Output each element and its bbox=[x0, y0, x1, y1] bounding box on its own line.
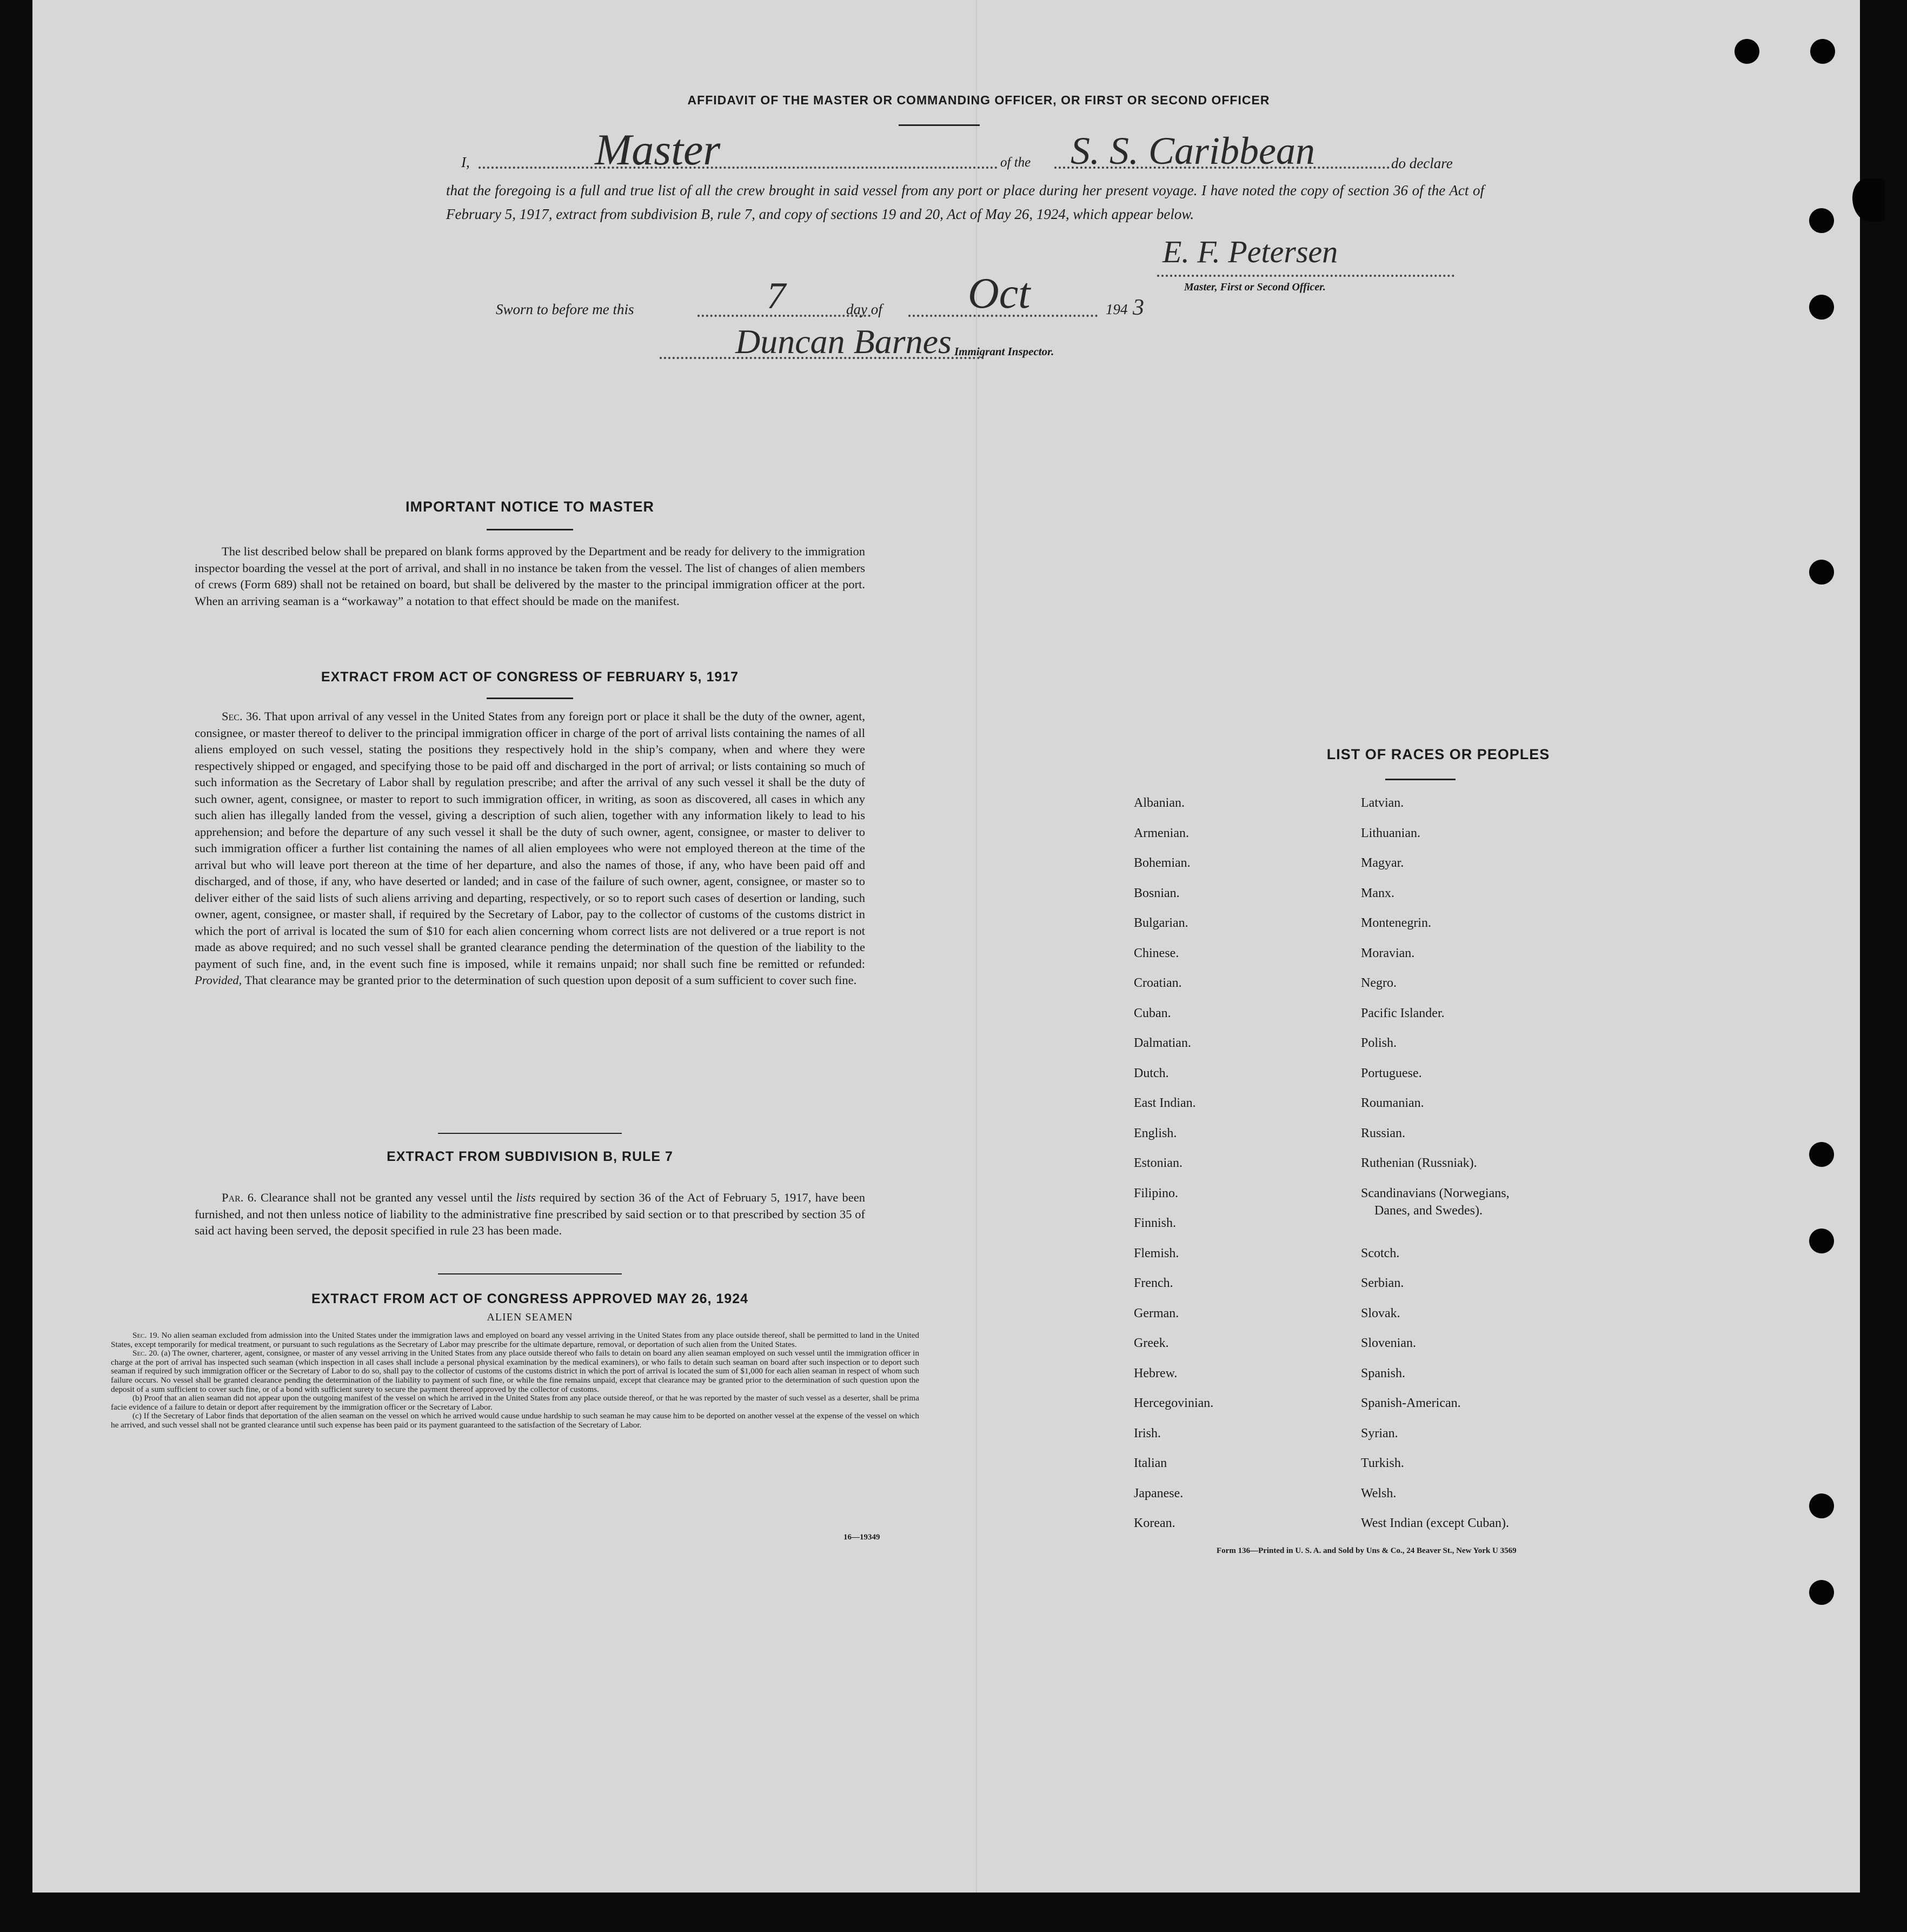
race-item: German. bbox=[1134, 1306, 1179, 1320]
race-item: Roumanian. bbox=[1361, 1096, 1424, 1110]
race-item: Pacific Islander. bbox=[1361, 1006, 1445, 1020]
race-item: Hebrew. bbox=[1134, 1366, 1178, 1380]
race-item: Scandinavians (Norwegians, bbox=[1361, 1186, 1510, 1200]
of-the-label: of the bbox=[1000, 155, 1031, 170]
race-item: Syrian. bbox=[1361, 1426, 1398, 1440]
race-item: Dutch. bbox=[1134, 1066, 1169, 1080]
signature-label: Master, First or Second Officer. bbox=[1184, 281, 1326, 293]
race-item: Bulgarian. bbox=[1134, 916, 1188, 930]
race-item: Albanian. bbox=[1134, 796, 1185, 810]
race-item: Bohemian. bbox=[1134, 856, 1191, 870]
race-item: Filipino. bbox=[1134, 1186, 1179, 1200]
race-item: Japanese. bbox=[1134, 1486, 1184, 1501]
sworn-month-handwritten: Oct bbox=[968, 270, 1031, 317]
binder-hole bbox=[1809, 295, 1834, 320]
race-item: East Indian. bbox=[1134, 1096, 1196, 1110]
rule7-body: Par. 6. Clearance shall not be granted any vessel until the lists required by section 36 of the Act of February 5, 1917, have been furnished, and not then unless notice of liability to the administrative fine prescribed by said section or to that prescribed by section 35 of said act having been served, the deposit specified in rule 23 has been made. bbox=[195, 1191, 866, 1237]
notice-divider bbox=[487, 529, 573, 530]
race-item: English. bbox=[1134, 1126, 1177, 1140]
race-item: French. bbox=[1134, 1276, 1173, 1290]
races-divider bbox=[1385, 779, 1456, 780]
binder-hole bbox=[1809, 560, 1834, 585]
alien-seamen-subtitle: ALIEN SEAMEN bbox=[487, 1311, 573, 1323]
document-sheet bbox=[32, 0, 1860, 1893]
extract-1924-title: EXTRACT FROM ACT OF CONGRESS APPROVED MAY 26, 1924 bbox=[311, 1291, 749, 1306]
race-item: Spanish-American. bbox=[1361, 1396, 1461, 1410]
inspector-signature-handwritten: Duncan Barnes bbox=[735, 322, 952, 361]
race-item: Spanish. bbox=[1361, 1366, 1406, 1380]
races-left-column bbox=[1134, 795, 1339, 1545]
signature-line bbox=[1157, 275, 1454, 277]
race-item: Irish. bbox=[1134, 1426, 1161, 1440]
affidavit-prefix: I, bbox=[461, 154, 470, 170]
race-item: Portuguese. bbox=[1361, 1066, 1422, 1080]
races-right-column bbox=[1361, 795, 1642, 1545]
race-item: Bosnian. bbox=[1134, 886, 1180, 900]
binder-hole bbox=[1809, 1142, 1834, 1167]
binder-hole bbox=[1810, 39, 1835, 64]
race-item: West Indian (except Cuban). bbox=[1361, 1516, 1509, 1530]
officer-signature-handwritten: E. F. Petersen bbox=[1162, 234, 1338, 269]
binder-hole bbox=[1809, 1580, 1834, 1605]
affidavit-title: AFFIDAVIT OF THE MASTER OR COMMANDING OFFICER, OR FIRST OR SECOND OFFICER bbox=[687, 93, 1270, 107]
race-item: Montenegrin. bbox=[1361, 916, 1431, 930]
binder-hole bbox=[1809, 1229, 1834, 1253]
race-item: Ruthenian (Russniak). bbox=[1361, 1156, 1477, 1170]
races-title: LIST OF RACES OR PEOPLES bbox=[1326, 746, 1550, 762]
form-note: Form 136—Printed in U. S. A. and Sold by Uns & Co., 24 Beaver St., New York U 3569 bbox=[1217, 1546, 1517, 1555]
notice-body: The list described below shall be prepared on blank forms approved by the Department and be ready for delivery to the immigration inspector boarding the vessel at the port of arrival, and shall in no instance be taken from the vessel. The list of changes of alien members of crews (Form 689) shall not be retained on board, but shall be delivered by the master to the principal immigration officer at the port. When an arriving seaman is a “workaway” a notation to that effect should be made on the manifest. bbox=[195, 545, 865, 608]
race-item: Armenian. bbox=[1134, 826, 1189, 840]
race-item: Croatian. bbox=[1134, 976, 1182, 990]
race-item: Latvian. bbox=[1361, 796, 1404, 810]
race-item: Serbian. bbox=[1361, 1276, 1404, 1290]
sworn-prefix: Sworn to before me this bbox=[496, 301, 634, 317]
extract-1917-divider bbox=[487, 698, 573, 699]
section-label: Sec. 36. bbox=[222, 709, 262, 723]
section-divider bbox=[438, 1133, 622, 1134]
extract-1924-body: Sec. 19. No alien seaman excluded from admission into the United States under the immigration laws and employed on board any vessel arriving in the United States from any place outside thereof, shall be permitted to land in the United States, except temporarily for medical treatment, or pursuant to such regulations as the Secretary of Labor may prescribe for the ultimate departure, removal, or deportation of such alien from the United States. Sec. 20. (a) The owner, charterer, agent, consignee, or master of any vessel arriving in the United States from any place outside thereof who fails to detain on board any alien seaman employed on such vessel until the immigration officer in charge at the port of arrival has inspected such seaman (which inspection in all cases shall include a personal physical examination by the medical examiners), or who fails to detain such seaman on board after such inspection or to deport such seaman if required by such immigration officer or the Secretary of Labor to do so, shall pay to the collector of customs of the customs district in which the port of arrival is located the sum of $1,000 for each alien seaman in respect of whom such failure occurs. No vessel shall be granted clearance pending the determination of the liability to payment of such fine, or while the fine remains unpaid, except that clearance may be granted prior to the determination of such question upon the deposit of a sum sufficient to cover such fine, or of a bond with sufficient surety to secure the payment thereof approved by the collector of customs. (b) Proof that an alien seaman did not appear upon the outgoing manifest of the vessel on which he arrived in the United States from any place outside thereof, or that he was reported by the master of such vessel as a deserter, shall be prima facie evidence of a failure to detain or deport after requirement by the immigration officer or the Secretary of Labor. (c) If the Secretary of Labor finds that deportation of the alien seaman on the vessel on which he arrived would cause undue hardship to such seaman he may cause him to be deported on another vessel at the expense of the vessel on which he arrived, and such vessel shall not be granted clearance until such expense has been paid or its payment guaranteed to the satisfaction of the Secretary of Labor. bbox=[111, 1331, 919, 1430]
paragraph-label: Par. 6. bbox=[222, 1191, 257, 1204]
race-item: Cuban. bbox=[1134, 1006, 1171, 1020]
race-item: Russian. bbox=[1361, 1126, 1406, 1140]
section-divider bbox=[438, 1273, 622, 1274]
race-item: Magyar. bbox=[1361, 856, 1404, 870]
race-item: Scotch. bbox=[1361, 1246, 1400, 1260]
print-code: 16—19349 bbox=[843, 1533, 880, 1542]
rule7-title: EXTRACT FROM SUBDIVISION B, RULE 7 bbox=[387, 1149, 673, 1164]
race-item: Flemish. bbox=[1134, 1246, 1179, 1260]
race-item: Hercegovinian. bbox=[1134, 1396, 1214, 1410]
race-item: Negro. bbox=[1361, 976, 1397, 990]
extract-1917-body: Sec. 36. That upon arrival of any vessel in the United States from any foreign port or place it shall be the duty of the owner, agent, consignee, or master thereof to deliver to the principal immigration officer in charge of the port of arrival lists containing the names of all aliens employed on such vessel, stating the positions they respectively hold in the ship’s company, when and where they were respectively shipped or engaged, and specifying those to be paid off and discharged in the port of arrival; or lists containing so much of such information as the Secretary of Labor shall by regulation prescribe; and after the arrival of any such vessel it shall be the duty of such owner, agent, consignee, or master to report to such immigration officer, in writing, as soon as discovered, all cases in which any such alien has illegally landed from the vessel, giving a description of such alien, together with any information likely to lead to his apprehension; and before the departure of any such vessel it shall be the duty of such owner, agent, consignee, or master to deliver to such immigration officer a further list containing the names of all alien employees who were not employed thereon at the time of the arrival but who will leave port thereon at the time of her departure, and also the names of those, if any, who have been paid off and discharged, and of those, if any, who have deserted or landed; and in case of the failure of such owner, agent, consignee, or master so to deliver either of the said lists of such aliens arriving and departing, respectively, or so to report such cases of desertion or landing, such owner, agent, consignee, or master shall, if required by the Secretary of Labor, pay to the collector of customs of the customs district in which the port of arrival is located the sum of $10 for each alien concerning whom correct lists are not delivered or a true report is not made as above required; and no such vessel shall be granted clearance pending the determination of the question of the liability to the payment of such fine, and, in the event such fine is imposed, while it remains unpaid; nor shall such fine be remitted or refunded: Provided, That clearance may be granted prior to the determination of such question upon deposit of a sum sufficient to cover such fine. bbox=[195, 709, 866, 987]
do-declare-label: do declare bbox=[1391, 155, 1453, 171]
race-item: Welsh. bbox=[1361, 1486, 1397, 1501]
race-item: Moravian. bbox=[1361, 946, 1415, 960]
race-item: Turkish. bbox=[1361, 1456, 1404, 1470]
race-item: Chinese. bbox=[1134, 946, 1179, 960]
race-item: Korean. bbox=[1134, 1516, 1175, 1530]
day-of-label: day of bbox=[846, 301, 882, 317]
race-item: Estonian. bbox=[1134, 1156, 1182, 1170]
race-item: Italian bbox=[1134, 1456, 1167, 1470]
year-prefix: 194 bbox=[1106, 301, 1128, 317]
notice-title: IMPORTANT NOTICE TO MASTER bbox=[406, 499, 654, 515]
binder-hole bbox=[1809, 208, 1834, 233]
affidavit-statement: that the foregoing is a full and true list of all the crew brought in said vessel from any port or place during her present voyage. I have noted the copy of section 36 of the Act of February 5, 1917, extract from subdivision B, rule 7, and copy of sections 19 and 20, Act of May 26, 1924, which appear below. bbox=[446, 182, 1484, 222]
sworn-day-handwritten: 7 bbox=[767, 275, 786, 317]
inspector-label: Immigrant Inspector. bbox=[954, 345, 1054, 358]
binder-hole bbox=[1852, 178, 1885, 222]
race-item: Greek. bbox=[1134, 1336, 1169, 1350]
race-item: Manx. bbox=[1361, 886, 1394, 900]
vessel-name-handwritten: S. S. Caribbean bbox=[1071, 129, 1315, 172]
race-item: Dalmatian. bbox=[1134, 1036, 1191, 1050]
race-item: Finnish. bbox=[1134, 1216, 1177, 1230]
year-suffix-handwritten: 3 bbox=[1133, 295, 1144, 320]
race-item: Slovak. bbox=[1361, 1306, 1400, 1320]
extract-1917-title: EXTRACT FROM ACT OF CONGRESS OF FEBRUARY 5, 1917 bbox=[321, 669, 739, 685]
master-name-handwritten: Master bbox=[595, 125, 721, 174]
binder-hole bbox=[1735, 39, 1759, 64]
race-item: Danes, and Swedes). bbox=[1374, 1203, 1483, 1218]
race-item: Polish. bbox=[1361, 1036, 1397, 1050]
name-line bbox=[479, 167, 998, 169]
binder-hole bbox=[1809, 1493, 1834, 1518]
race-item: Lithuanian. bbox=[1361, 826, 1420, 840]
title-divider bbox=[899, 124, 980, 126]
race-item: Slovenian. bbox=[1361, 1336, 1416, 1350]
